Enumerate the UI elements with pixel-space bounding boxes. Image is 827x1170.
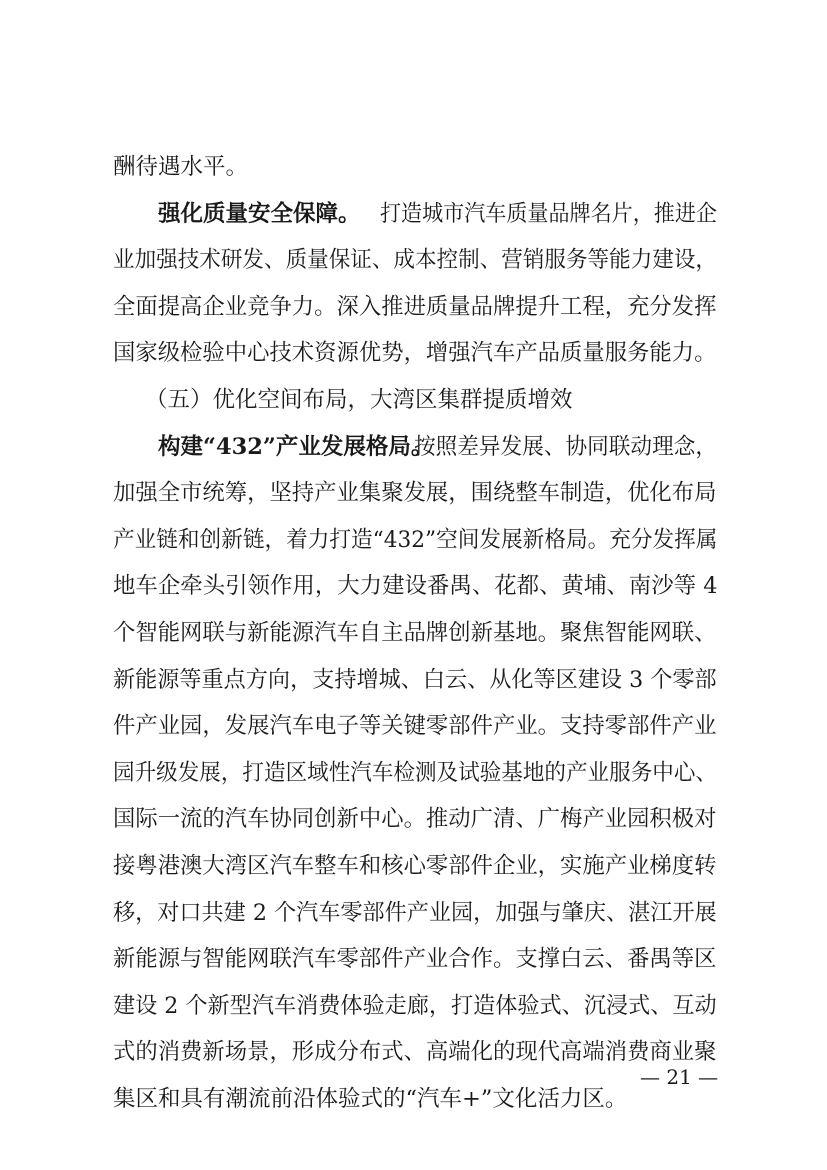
line-text: 件产业园，发展汽车电子等关键零部件产业。支持零部件产业 — [113, 713, 717, 740]
section-heading-text: （五）优化空间布局，大湾区集群提质增效 — [145, 387, 573, 413]
line-text: 个智能网联与新能源汽车自主品牌创新基地。聚焦智能网联、 — [113, 620, 717, 646]
line-text: 产业链和创新链，着力打造“432”空间发展新格局。充分发挥属 — [113, 526, 718, 553]
body-line — [0, 287, 827, 327]
body-line — [0, 613, 827, 653]
paragraph-heading-line — [0, 194, 827, 234]
body-line — [0, 846, 827, 886]
line-text: 国际一流的汽车协同创新中心。推动广清、广梅产业园积极对 — [113, 806, 717, 833]
line-text: 全面提高企业竞争力。深入推进质量品牌提升工程，充分发挥 — [113, 293, 717, 320]
body-line — [0, 986, 827, 1026]
body-line — [0, 473, 827, 513]
line-text: 国家级检验中心技术资源优势，增强汽车产品质量服务能力。 — [113, 340, 717, 367]
line-text: 园升级发展，打造区域性汽车检测及试验基地的产业服务中心、 — [113, 759, 717, 786]
line-text: 业加强技术研发、质量保证、成本控制、营销服务等能力建设， — [113, 247, 717, 274]
line-text: 集区和具有潮流前沿体验式的“汽车+”文化活力区。 — [113, 1086, 628, 1112]
line-text: 酬待遇水平。 — [113, 154, 249, 180]
body-line — [0, 660, 827, 700]
body-line — [0, 799, 827, 839]
body-line — [0, 706, 827, 746]
body-line — [0, 893, 827, 933]
body-line — [0, 939, 827, 979]
line-text: 按照差异发展、协同联动理念， — [414, 433, 718, 460]
paragraph-lead-heading: 构建“432”产业发展格局。 — [158, 433, 434, 460]
line-text: 地车企牵头引领作用，大力建设番禺、花都、黄埔、南沙等 4 — [113, 573, 718, 600]
line-text: 新能源与智能网联汽车零部件产业合作。支撑白云、番禺等区 — [113, 946, 717, 973]
line-text: 式的消费新场景，形成分布式、高端化的现代高端消费商业聚 — [113, 1039, 717, 1066]
section-heading — [0, 380, 827, 420]
body-line — [0, 333, 827, 373]
paragraph-heading-line — [0, 427, 827, 467]
body-line — [0, 566, 827, 606]
line-text: 新能源等重点方向，支持增城、白云、从化等区建设 3 个零部 — [113, 666, 717, 693]
line-text: 移，对口共建 2 个汽车零部件产业园，加强与肇庆、湛江开展 — [113, 899, 717, 926]
line-text: 打造城市汽车质量品牌名片，推进企 — [380, 200, 718, 227]
paragraph-lead-heading: 强化质量安全保障。 — [158, 200, 361, 227]
line-text: 接粤港澳大湾区汽车整车和核心零部件企业，实施产业梯度转 — [113, 853, 717, 879]
line-text: 建设 2 个新型汽车消费体验走廊，打造体验式、沉浸式、互动 — [113, 992, 717, 1019]
body-line — [0, 753, 827, 793]
line-text: 加强全市统筹，坚持产业集聚发展，围绕整车制造，优化布局 — [113, 480, 717, 507]
body-line — [0, 240, 827, 280]
body-line — [0, 147, 827, 187]
page-number: — 21 — — [640, 1065, 719, 1089]
body-line — [0, 520, 827, 560]
